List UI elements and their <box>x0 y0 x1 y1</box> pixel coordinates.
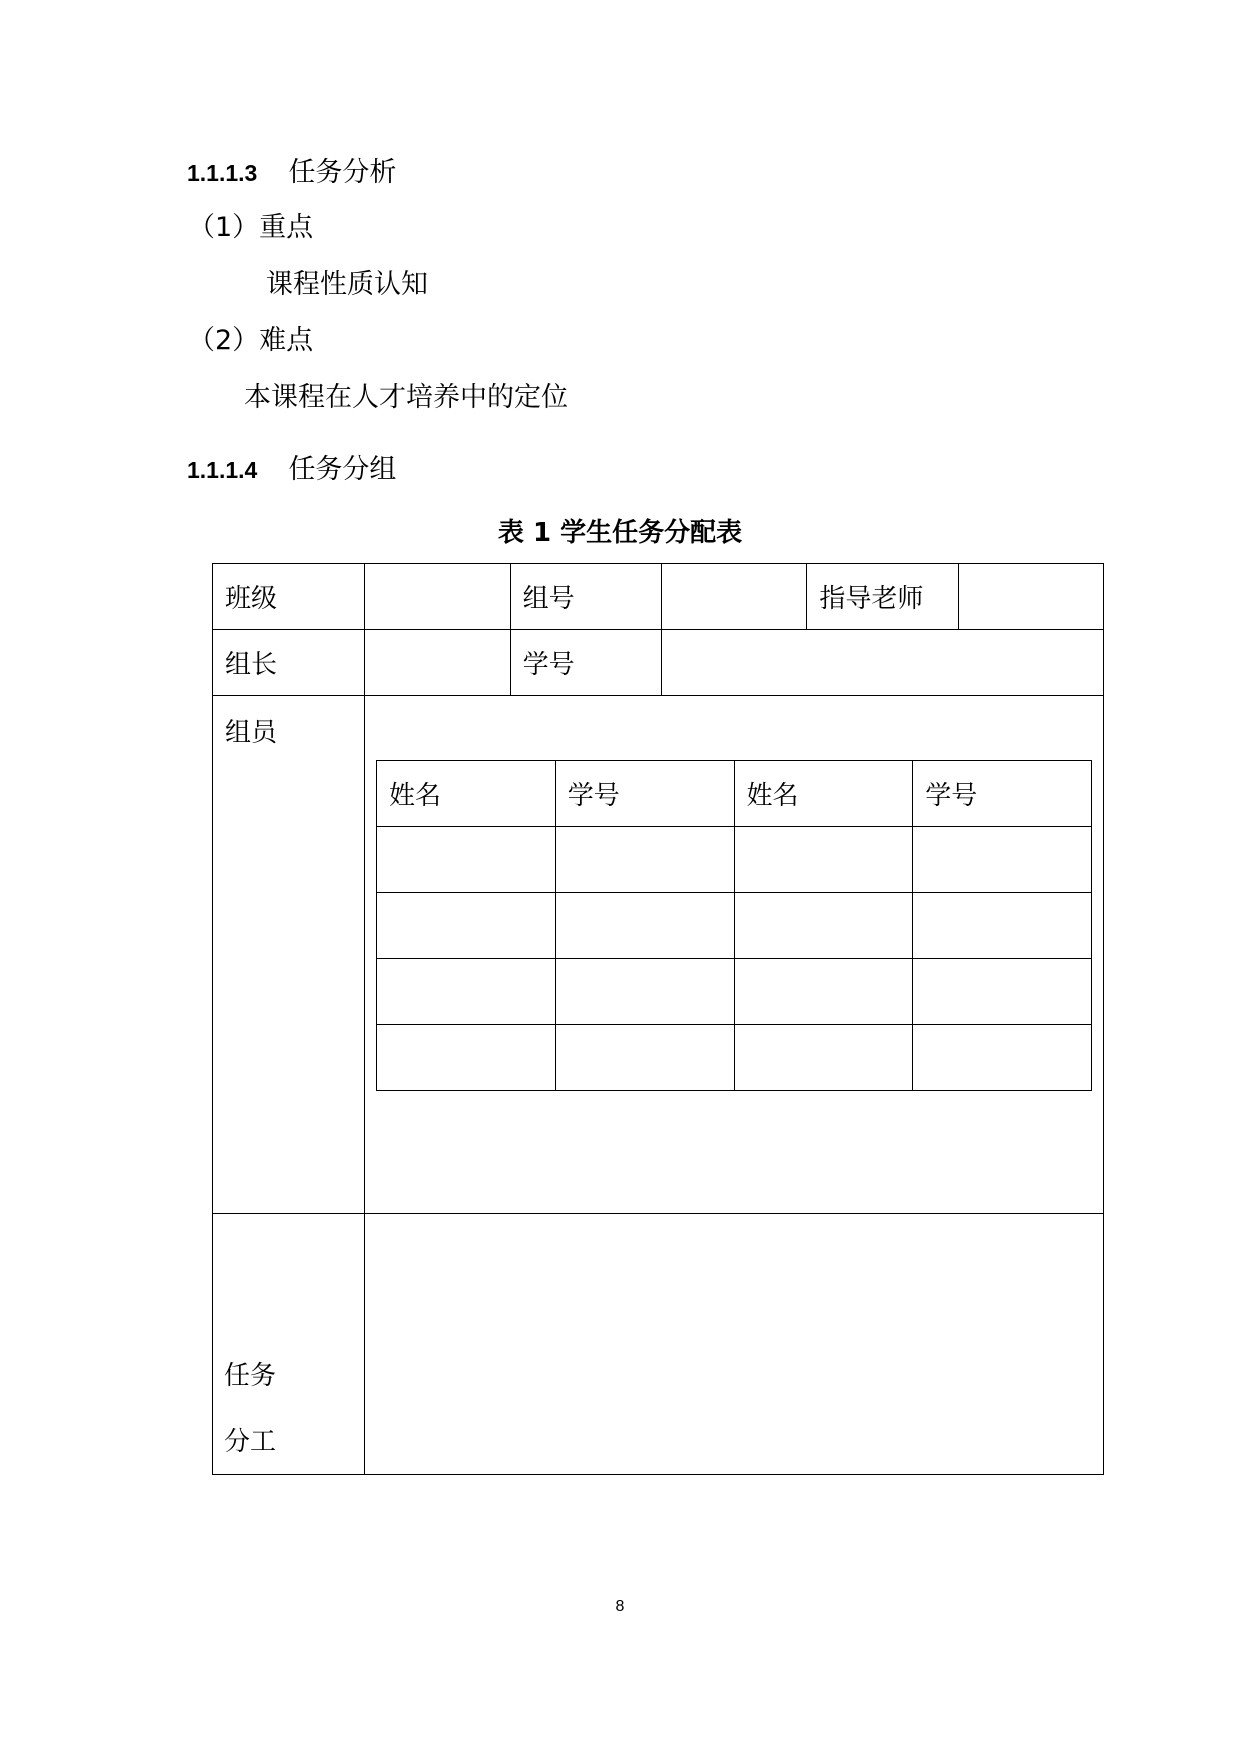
class-label: 班级 <box>213 564 365 630</box>
member-id-field[interactable] <box>555 959 734 1025</box>
advisor-label: 指导老师 <box>807 564 959 630</box>
key-point-text: 课程性质认知 <box>266 269 428 300</box>
leader-student-id-label: 学号 <box>510 630 661 696</box>
task-division-field[interactable] <box>364 1214 1103 1475</box>
member-name-field[interactable] <box>377 827 556 893</box>
page-number: 8 <box>615 1598 625 1615</box>
group-number-field[interactable] <box>661 564 807 630</box>
member-name-field[interactable] <box>377 959 556 1025</box>
member-name-field[interactable] <box>734 827 913 893</box>
member-id-field[interactable] <box>913 893 1092 959</box>
difficulty-text: 本课程在人才培养中的定位 <box>244 382 568 413</box>
member-id-field[interactable] <box>555 1025 734 1091</box>
member-id-field[interactable] <box>913 1025 1092 1091</box>
member-name-field[interactable] <box>734 893 913 959</box>
members-table <box>376 760 1092 1091</box>
task-division-label-line1: 任务 <box>224 1361 277 1391</box>
member-id-field[interactable] <box>913 827 1092 893</box>
class-field[interactable] <box>364 564 510 630</box>
member-name-header: 姓名 <box>377 761 556 827</box>
table-row <box>377 959 1092 1025</box>
key-point-label: （1）重点 <box>188 212 314 243</box>
member-name-field[interactable] <box>734 1025 913 1091</box>
member-id-field[interactable] <box>555 893 734 959</box>
table-row <box>377 893 1092 959</box>
leader-student-id-field[interactable] <box>661 630 1104 696</box>
section-number: 1.1.1.4 <box>187 457 258 483</box>
member-id-field[interactable] <box>555 827 734 893</box>
section-title: 任务分析 <box>288 157 397 188</box>
leader-label: 组长 <box>213 630 365 696</box>
section-heading-task-analysis <box>187 150 396 189</box>
member-name-header: 姓名 <box>734 761 913 827</box>
section-title: 任务分组 <box>288 454 397 485</box>
difficulty-label: （2）难点 <box>188 325 314 356</box>
task-division-label-line2: 分工 <box>224 1427 277 1457</box>
section-heading-task-grouping <box>187 447 396 486</box>
members-header-row <box>377 761 1092 827</box>
table-row <box>377 827 1092 893</box>
table-caption: 表 1 学生任务分配表 <box>497 518 743 548</box>
table-row <box>377 1025 1092 1091</box>
member-name-field[interactable] <box>734 959 913 1025</box>
leader-field[interactable] <box>364 630 510 696</box>
advisor-field[interactable] <box>959 564 1104 630</box>
member-id-field[interactable] <box>913 959 1092 1025</box>
member-name-field[interactable] <box>377 1025 556 1091</box>
group-number-label: 组号 <box>510 564 661 630</box>
section-number: 1.1.1.3 <box>187 160 258 186</box>
member-name-field[interactable] <box>377 893 556 959</box>
member-id-header: 学号 <box>555 761 734 827</box>
members-label: 组员 <box>213 696 365 1214</box>
member-id-header: 学号 <box>913 761 1092 827</box>
